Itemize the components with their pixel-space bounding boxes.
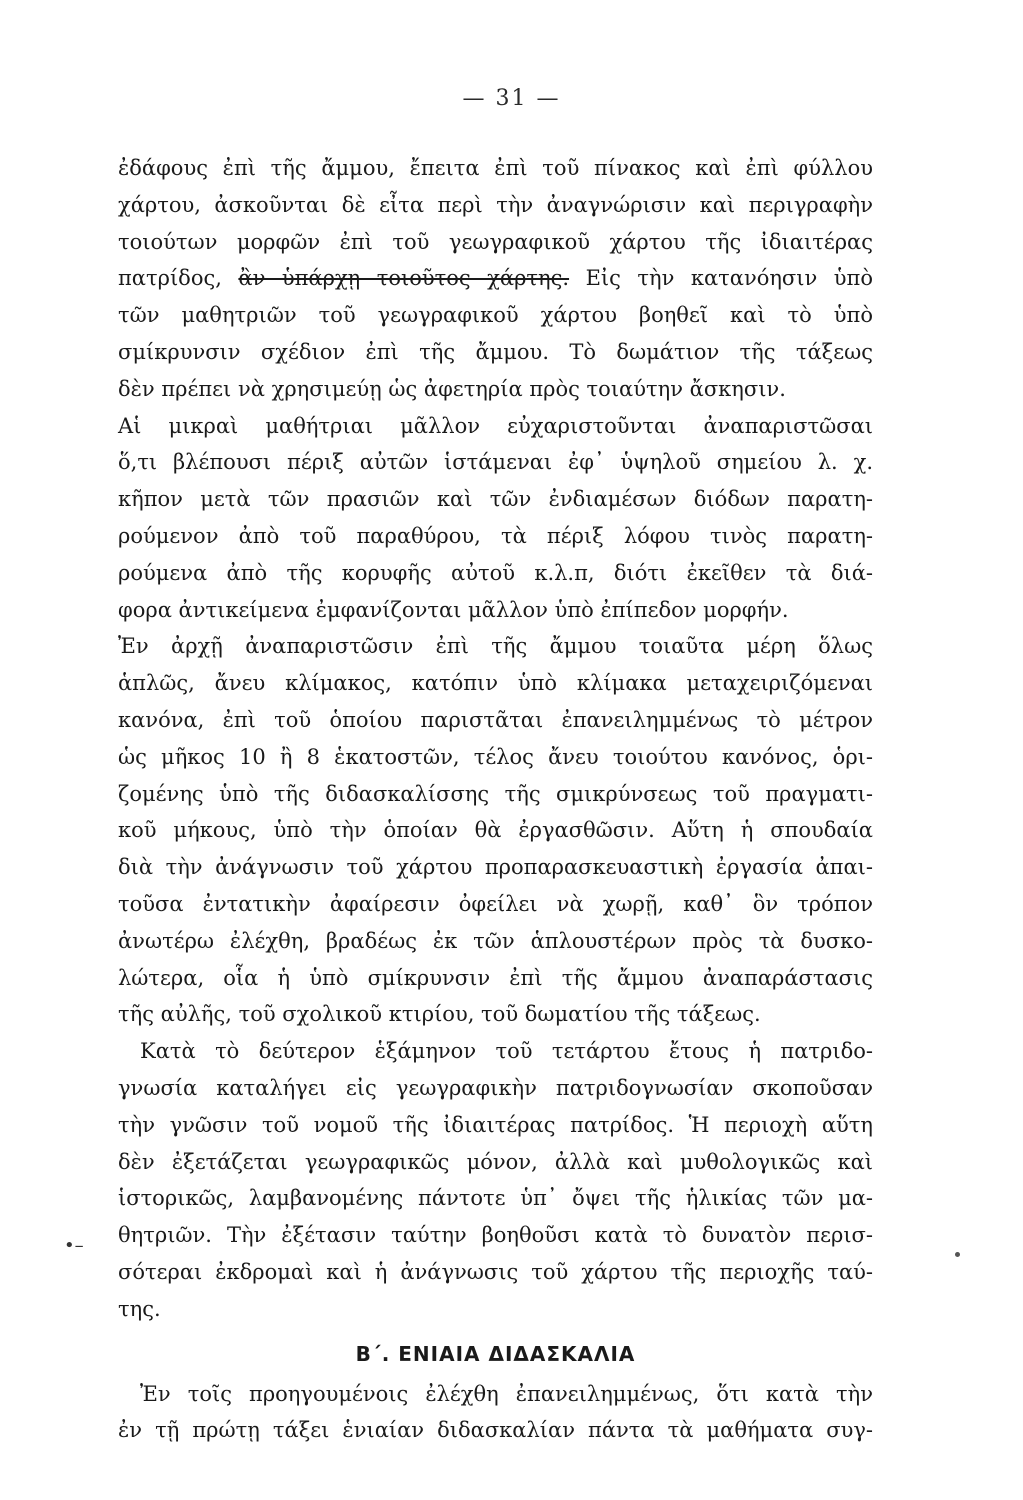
text-line: ἐν τῇ πρώτῃ τάξει ἑνιαίαν διδασκαλίαν πάντα τὰ μαθήματα συγ- bbox=[118, 1418, 873, 1443]
text-line: θητριῶν. Τὴν ἐξέτασιν ταύτην βοηθοῦσι κατὰ τὸ δυνατὸν περισ- bbox=[118, 1223, 873, 1248]
text-line: Αἱ μικραὶ μαθήτριαι μᾶλλον εὐχαριστοῦνται ἀναπαριστῶσαι bbox=[118, 413, 873, 438]
line-end: Εἰς τὴν κατανόησιν ὑπὸ bbox=[585, 266, 873, 291]
text-line: ὡς μῆκος 10 ἢ 8 ἑκατοστῶν, τέλος ἄνευ τοιούτου κανόνος, ὁρι- bbox=[118, 744, 873, 769]
text-line-with-strikethrough bbox=[118, 260, 873, 297]
text-line: ὅ,τι βλέπουσι πέριξ αὐτῶν ἱστάμεναι ἐφ᾽ ὑψηλοῦ σημείου λ. χ. bbox=[118, 450, 873, 475]
page-number: — 31 — bbox=[462, 86, 561, 111]
struck-text: ἂν ὑπάρχῃ τοιοῦτος χάρτης. bbox=[238, 266, 570, 291]
section-heading: Β΄. ΕΝΙΑΙΑ ΔΙΔΑΣΚΑΛΙΑ bbox=[355, 1341, 636, 1366]
text-line: ἀνωτέρω ἐλέχθη, βραδέως ἐκ τῶν ἁπλουστέρων πρὸς τὰ δυσκο- bbox=[118, 928, 873, 953]
text-line: τοῦσα ἐντατικὴν ἀφαίρεσιν ὀφείλει νὰ χωρῇ, καθ᾽ ὃν τρόπον bbox=[118, 891, 873, 916]
body-text bbox=[118, 150, 873, 1449]
text-line: τῆς αὐλῆς, τοῦ σχολικοῦ κτιρίου, τοῦ δωματίου τῆς τάξεως. bbox=[118, 1002, 761, 1027]
text-line: ἐδάφους ἐπὶ τῆς ἄμμου, ἔπειτα ἐπὶ τοῦ πίνακος καὶ ἐπὶ φύλλου bbox=[118, 156, 873, 180]
paragraph-1 bbox=[118, 150, 873, 408]
text-line: διὰ τὴν ἀνάγνωσιν τοῦ χάρτου προπαρασκευαστικὴ ἐργασία ἀπαι- bbox=[118, 855, 873, 880]
line-start: πατρίδος, bbox=[118, 266, 222, 291]
text-line: της. bbox=[118, 1296, 161, 1321]
paragraph-3 bbox=[118, 628, 873, 1033]
paragraph-2 bbox=[118, 408, 873, 629]
paragraph-4 bbox=[118, 1033, 873, 1327]
text-line: ρούμενον ἀπὸ τοῦ παραθύρου, τὰ πέριξ λόφου τινὸς παρατη- bbox=[118, 523, 873, 548]
text-line: δὲν ἐξετάζεται γεωγραφικῶς μόνον, ἀλλὰ καὶ μυθολογικῶς καὶ bbox=[118, 1149, 873, 1174]
text-line: σμίκρυνσιν σχέδιον ἐπὶ τῆς ἄμμου. Τὸ δωμάτιον τῆς τάξεως bbox=[118, 339, 873, 364]
text-line: τῶν μαθητριῶν τοῦ γεωγραφικοῦ χάρτου βοηθεῖ καὶ τὸ ὑπὸ bbox=[118, 303, 873, 328]
text-line: ἁπλῶς, ἄνευ κλίμακος, κατόπιν ὑπὸ κλίμακα μεταχειριζόμεναι bbox=[118, 671, 873, 696]
margin-mark: •– bbox=[64, 1235, 84, 1256]
text-line: ἱστορικῶς, λαμβανομένης πάντοτε ὑπ᾽ ὄψει τῆς ἡλικίας τῶν μα- bbox=[118, 1186, 873, 1211]
text-line: κανόνα, ἐπὶ τοῦ ὁποίου παριστᾶται ἐπανειλημμένως τὸ μέτρον bbox=[118, 707, 873, 732]
paragraph-5 bbox=[118, 1376, 873, 1450]
text-line: ρούμενα ἀπὸ τῆς κορυφῆς αὐτοῦ κ.λ.π, διότι ἐκεῖθεν τὰ διά- bbox=[118, 560, 873, 585]
text-line: Ἐν ἀρχῇ ἀναπαριστῶσιν ἐπὶ τῆς ἄμμου τοιαῦτα μέρη ὅλως bbox=[118, 634, 873, 659]
text-line: Ἐν τοῖς προηγουμένοις ἐλέχθη ἐπανειλημμένως, ὅτι κατὰ τὴν bbox=[140, 1381, 873, 1406]
scan-speck bbox=[955, 1252, 960, 1257]
text-line: γνωσία καταλήγει εἰς γεωγραφικὴν πατριδογνωσίαν σκοποῦσαν bbox=[118, 1075, 873, 1100]
text-line: τοιούτων μορφῶν ἐπὶ τοῦ γεωγραφικοῦ χάρτου τῆς ἰδιαιτέρας bbox=[118, 229, 873, 254]
text-line: τὴν γνῶσιν τοῦ νομοῦ τῆς ἰδιαιτέρας πατρίδος. Ἡ περιοχὴ αὕτη bbox=[118, 1112, 873, 1137]
text-line: δὲν πρέπει νὰ χρησιμεύῃ ὡς ἀφετηρία πρὸς τοιαύτην ἄσκησιν. bbox=[118, 376, 786, 401]
text-line: φορα ἀντικείμενα ἐμφανίζονται μᾶλλον ὑπὸ ἐπίπεδον μορφήν. bbox=[118, 597, 789, 622]
text-line: κῆπον μετὰ τῶν πρασιῶν καὶ τῶν ἐνδιαμέσων διόδων παρατη- bbox=[118, 487, 873, 512]
text-line: λώτερα, οἷα ἡ ὑπὸ σμίκρυνσιν ἐπὶ τῆς ἄμμου ἀναπαράστασις bbox=[118, 965, 873, 990]
text-line: Κατὰ τὸ δεύτερον ἑξάμηνον τοῦ τετάρτου ἔτους ἡ πατριδο- bbox=[140, 1039, 873, 1064]
text-line: σότεραι ἐκδρομαὶ καὶ ἡ ἀνάγνωσις τοῦ χάρτου τῆς περιοχῆς ταύ- bbox=[118, 1259, 873, 1284]
text-line: ζομένης ὑπὸ τῆς διδασκαλίσσης τῆς σμικρύνσεως τοῦ πραγματι- bbox=[118, 781, 873, 806]
text-line: κοῦ μήκους, ὑπὸ τὴν ὁποίαν θὰ ἐργασθῶσιν. Αὕτη ἡ σπουδαία bbox=[118, 818, 873, 843]
text-line: χάρτου, ἀσκοῦνται δὲ εἶτα περὶ τὴν ἀναγνώρισιν καὶ περιγραφὴν bbox=[118, 192, 873, 217]
